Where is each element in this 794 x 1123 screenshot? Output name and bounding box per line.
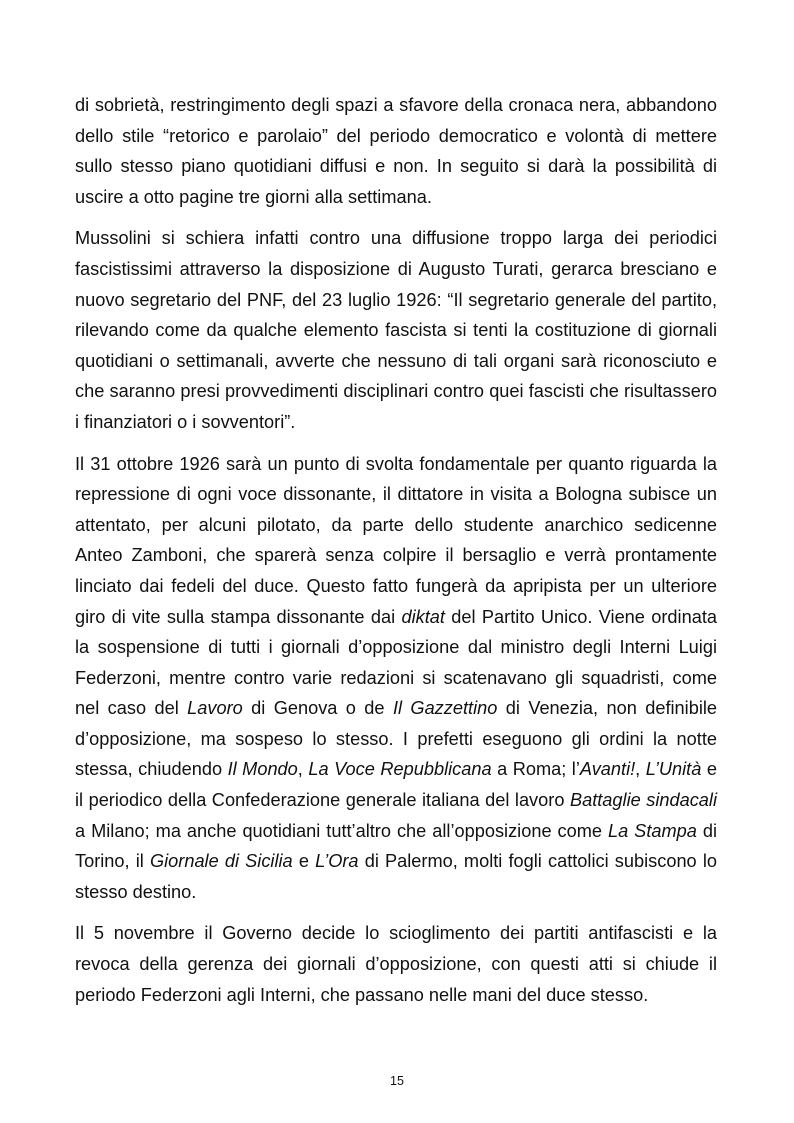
page-number: 15 — [390, 1074, 404, 1088]
text-run: , — [297, 759, 309, 780]
text-run: e — [292, 851, 316, 872]
text-run: di Torino, il — [75, 820, 718, 872]
text-run: di Palermo, molti fogli cattolici subiscono lo stesso destino. — [75, 851, 717, 902]
text-run: Mussolini si schiera infatti contro una diffusione troppo larga dei periodici fascistissimi attraverso la disposizione di Augusto Turati, gerarca bresciano e nuovo segretario del PNF, del 23 luglio 1926: “Il segretario generale del partito, rilevando come da qualche elemento fascista si tenti la costituzione di giornali quotidiani o settimanali, avverte che nessuno di tali organi sarà riconosciuto e che saranno presi provvedimenti disciplinari contro quei fascisti che risultassero i finanziatori o i sovventori”. — [75, 228, 717, 432]
text-run: Il 5 novembre il Governo decide lo scioglimento dei partiti antifascisti e la revoca della gerenza dei giornali d’opposizione, con questi atti si chiude il periodo Federzoni agli Interni, che passano nelle mani del duce stesso. — [75, 923, 717, 1005]
italic-title: Il Mondo — [227, 759, 298, 780]
text-run: e il periodico della Confederazione generale italiana del lavoro — [75, 759, 717, 811]
italic-title: Battaglie sindacali — [569, 790, 717, 811]
italic-title: Lavoro — [187, 698, 243, 719]
paragraph — [75, 918, 717, 1010]
paragraph — [75, 223, 717, 437]
italic-title: Il Gazzettino — [392, 698, 498, 719]
text-run: , — [635, 759, 646, 780]
italic-title: diktat — [401, 606, 445, 627]
italic-title: L’Unità — [645, 759, 702, 780]
italic-title: Avanti! — [579, 759, 636, 780]
italic-title: La Stampa — [607, 820, 697, 841]
text-run: a Milano; ma anche quotidiani tutt’altro che all’opposizione come — [75, 820, 608, 841]
text-run: a Roma; l’ — [491, 759, 580, 780]
text-run: di Venezia, non definibile d’opposizione, ma sospeso lo stesso. I prefetti eseguono gli ordini la notte stessa, chiudendo — [75, 698, 718, 780]
paragraph — [75, 90, 717, 212]
italic-title: La Voce Repubblicana — [308, 759, 492, 780]
text-run: di Genova o de — [242, 698, 393, 719]
text-run: del Partito Unico. Viene ordinata la sospensione di tutti i giornali d’opposizione dal ministro degli Interni Luigi Federzoni, mentre contro varie redazioni si scatenavano gli squadristi, come nel caso del — [75, 606, 717, 719]
paragraph — [75, 449, 717, 908]
text-run: Il 31 ottobre 1926 sarà un punto di svolta fondamentale per quanto riguarda la repressione di ogni voce dissonante, il dittatore in visita a Bologna subisce un attentato, per alcuni pilotato, da parte dello studente anarchico sedicenne Anteo Zamboni, che sparerà senza colpire il bersaglio e verrà prontamente linciato dai fedeli del duce. Questo fatto fungerà da apripista per un ulteriore giro di vite sulla stampa dissonante dai — [75, 453, 717, 627]
page-body — [75, 90, 717, 1021]
italic-title: L’Ora — [315, 851, 359, 872]
italic-title: Giornale di Sicilia — [149, 851, 293, 872]
text-run: di sobrietà, restringimento degli spazi a sfavore della cronaca nera, abbandono dello stile “retorico e parolaio” del periodo democratico e volontà di mettere sullo stesso piano quotidiani diffusi e non. In seguito si darà la possibilità di uscire a otto pagine tre giorni alla settimana. — [75, 95, 717, 207]
